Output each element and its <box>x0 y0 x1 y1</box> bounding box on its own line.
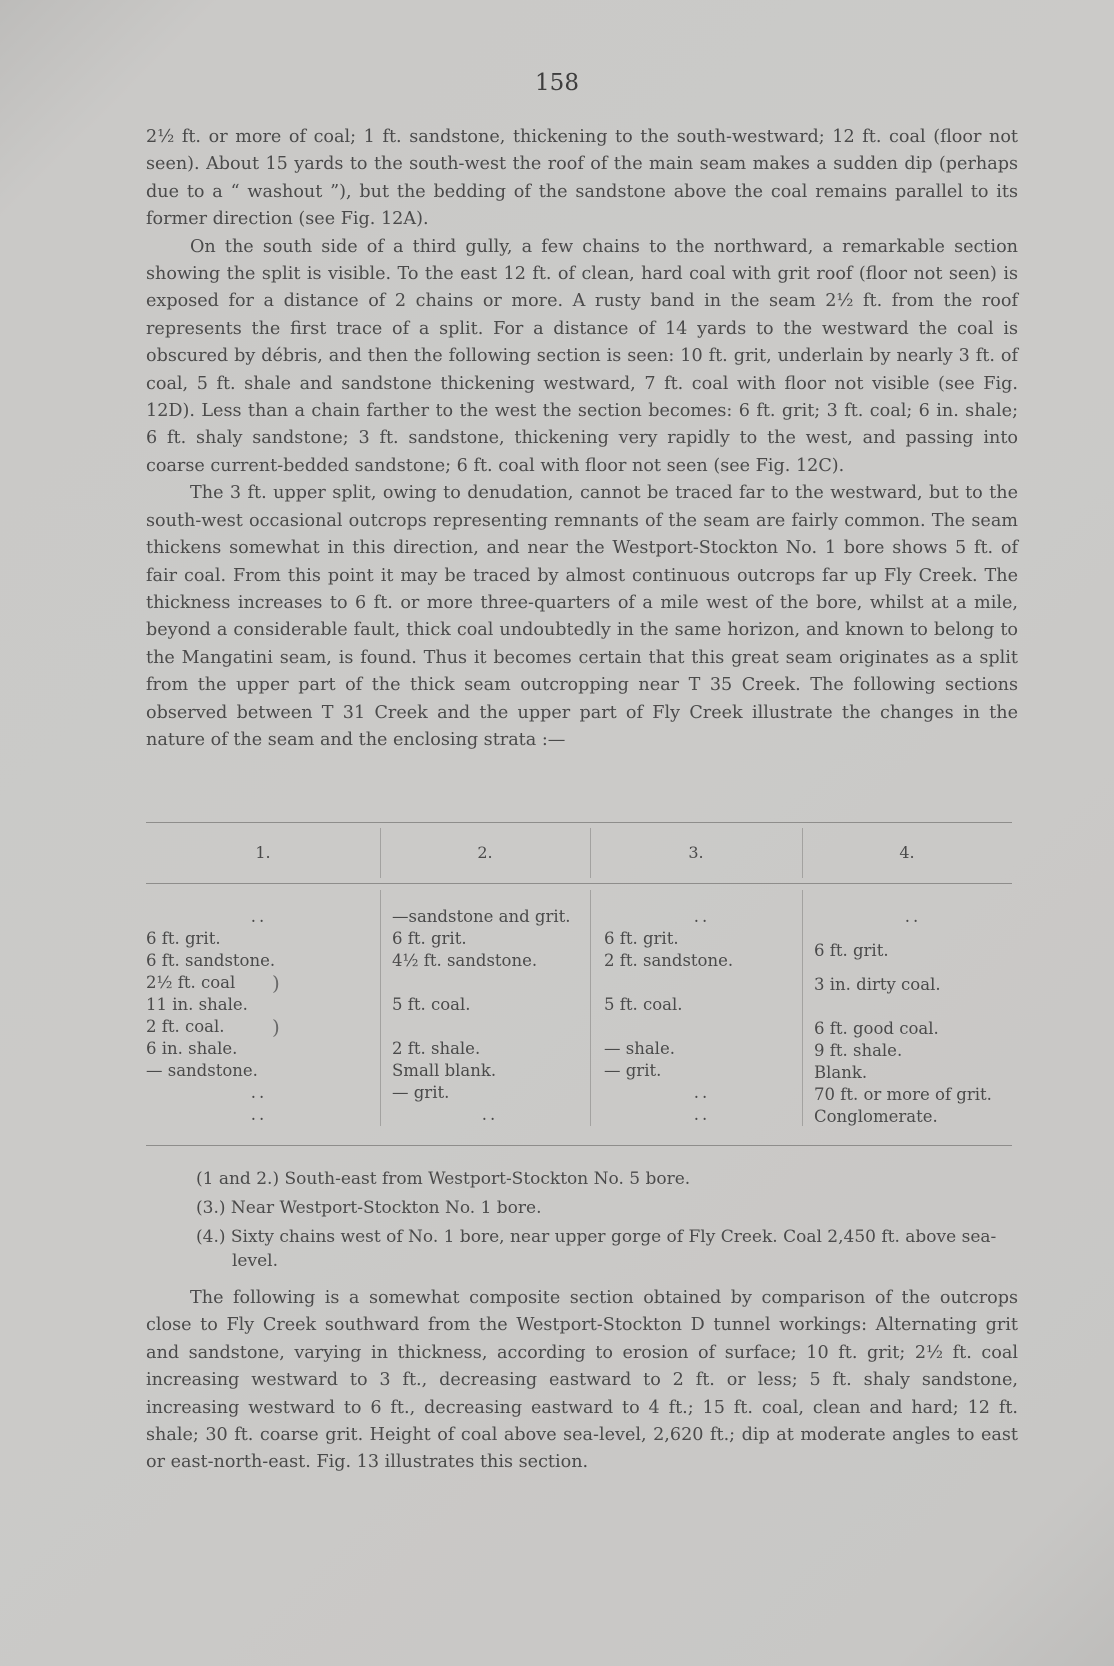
table-notes <box>196 1167 1018 1278</box>
column-header-1: 1. <box>255 843 271 862</box>
table-cell: 70 ft. or more of grit. <box>814 1085 992 1104</box>
table-cell: 6 in. shale. <box>146 1039 238 1058</box>
table-cell: 2½ ft. coal <box>146 973 236 992</box>
table-cell: Blank. <box>814 1063 868 1082</box>
table-column-4-body <box>814 940 1012 1128</box>
paragraph-2: On the south side of a third gully, a few chains to the northward, a remarkable section showing the split is visible. To the east 12 ft. of clean, hard coal with grit roof (floor not seen) is exposed for a distance of 2 chains or more. A rusty band in the seam 2½ ft. from the roof represents the first trace of a split. For a distance of 14 yards to the westward the coal is obscured by débris, and then the following section is seen: 10 ft. grit, underlain by nearly 3 ft. of coal, 5 ft. shale and sandstone thickening westward, 7 ft. coal with floor not visible (see Fig. 12D). Less than a chain farther to the west the section becomes: 6 ft. grit; 3 ft. coal; 6 in. shale; 6 ft. shaly sandstone; 3 ft. sandstone, thickening very rapidly to the west, and passing into coarse current-bedded sandstone; 6 ft. coal with floor not seen (see Fig. 12C). <box>146 236 1018 476</box>
bracket-mark: ) <box>272 1015 280 1039</box>
table-cell: .. <box>250 1105 268 1124</box>
table-cell: .. <box>693 1105 711 1124</box>
table-bottom-rule <box>146 1145 1012 1146</box>
table-cell: 3 in. dirty coal. <box>814 975 941 994</box>
column-divider <box>802 890 803 1126</box>
table-cell: 4½ ft. sandstone. <box>392 951 538 970</box>
table-cell: 6 ft. grit. <box>604 929 679 948</box>
column-header-2: 2. <box>477 843 493 862</box>
bracket-mark: ) <box>272 971 280 995</box>
table-cell: .. <box>904 907 922 926</box>
table-cell: 6 ft. good coal. <box>814 1019 939 1038</box>
table-cell: Conglomerate. <box>814 1107 938 1126</box>
table-cell: —sandstone and grit. <box>392 907 571 926</box>
table-cell <box>392 1016 588 1038</box>
table-cell: 6 ft. grit. <box>814 941 889 960</box>
table-top-rule <box>146 822 1012 823</box>
column-divider <box>380 890 381 1126</box>
table-column-4 <box>814 906 1012 928</box>
table-cell: 11 in. shale. <box>146 995 248 1014</box>
table-cell <box>392 972 588 994</box>
table-cell: .. <box>481 1105 499 1124</box>
paragraph-1: 2½ ft. or more of coal; 1 ft. sandstone, thickening to the south-westward; 12 ft. coal (floor not seen). About 15 yards to the south-west the roof of the main seam makes a sudden dip (perhaps due to a “ washout ”), but the bedding of the sandstone above the coal remains parallel to its former direction (see Fig. 12A). <box>146 127 1018 230</box>
table-header-rule <box>146 883 1012 884</box>
table-column-2 <box>392 906 588 1126</box>
table-cell: Small blank. <box>392 1061 497 1080</box>
table-column-1 <box>146 906 372 1126</box>
table-cell: — sandstone. <box>146 1061 258 1080</box>
table-cell: — grit. <box>392 1083 450 1102</box>
column-divider <box>590 890 591 1126</box>
paragraph-final: The following is a somewhat composite section obtained by comparison of the outcrops close to Fly Creek southward from the Westport-Stockton D tunnel workings: Alternating grit and sandstone, varying in thickness, according to erosion of surface; 10 ft. grit; 2½ ft. coal increasing westward to 3 ft., decreasing eastward to 2 ft. or less; 5 ft. shaly sandstone, increasing westward to 6 ft., decreasing eastward to 4 ft.; 15 ft. coal, clean and hard; 12 ft. shale; 30 ft. coarse grit. Height of coal above sea-level, 2,620 ft.; dip at moderate angles to east or east-north-east. Fig. 13 illustrates this section. <box>146 1288 1018 1473</box>
table-cell: 2 ft. coal. <box>146 1017 225 1036</box>
table-cell: .. <box>693 1083 711 1102</box>
table-cell: .. <box>693 907 711 926</box>
table-cell: 5 ft. coal. <box>604 995 683 1014</box>
table-cell: .. <box>250 1083 268 1102</box>
table-cell: — grit. <box>604 1061 662 1080</box>
table-cell: 2 ft. shale. <box>392 1039 481 1058</box>
table-cell: 5 ft. coal. <box>392 995 471 1014</box>
table-cell: 6 ft. sandstone. <box>146 951 276 970</box>
column-header-4: 4. <box>899 843 915 862</box>
table-cell: 2 ft. sandstone. <box>604 951 734 970</box>
sections-table <box>146 822 1012 1146</box>
note-2: (3.) Near Westport-Stockton No. 1 bore. <box>196 1198 542 1218</box>
table-cell <box>604 972 800 994</box>
column-header-3: 3. <box>688 843 704 862</box>
table-cell: — shale. <box>604 1039 675 1058</box>
table-cell: 6 ft. grit. <box>392 929 467 948</box>
table-cell: 9 ft. shale. <box>814 1041 903 1060</box>
paragraph-3: The 3 ft. upper split, owing to denudation, cannot be traced far to the westward, but to the south-west occasional outcrops representing remnants of the seam are fairly common. The seam thickens somewhat in this direction, and near the Westport-Stockton No. 1 bore shows 5 ft. of fair coal. From this point it may be traced by almost continuous outcrops far up Fly Creek. The thickness increases to 6 ft. or more three-quarters of a mile west of the bore, whilst at a mile, beyond a considerable fault, thick coal undoubtedly in the same horizon, and known to belong to the Mangatini seam, is found. Thus it becomes certain that this great seam originates as a split from the upper part of the thick seam outcropping near T 35 Creek. The following sections observed between T 31 Creek and the upper part of Fly Creek illustrate the changes in the nature of the seam and the enclosing strata :— <box>146 483 1018 750</box>
body-text <box>146 124 1018 754</box>
table-cell <box>604 1016 800 1038</box>
note-3: (4.) Sixty chains west of No. 1 bore, near upper gorge of Fly Creek. Coal 2,450 ft. above sea-level. <box>196 1227 997 1271</box>
final-text <box>146 1285 1018 1477</box>
note-1: (1 and 2.) South-east from Westport-Stockton No. 5 bore. <box>196 1169 691 1189</box>
table-cell: .. <box>250 907 268 926</box>
table-cell: 6 ft. grit. <box>146 929 221 948</box>
table-column-3 <box>604 906 800 1126</box>
page-number: 158 <box>535 70 579 96</box>
